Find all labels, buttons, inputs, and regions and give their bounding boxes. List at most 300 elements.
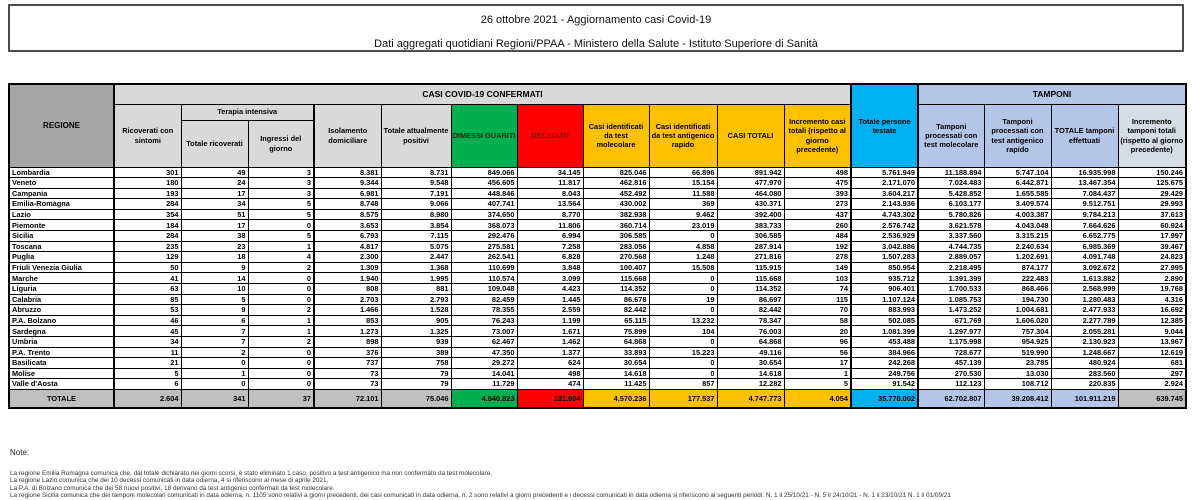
value-cell: 11.729 [451, 379, 517, 390]
value-cell: 462.816 [583, 178, 649, 189]
value-cell: 24 [181, 178, 248, 189]
value-cell: 464.080 [717, 188, 784, 199]
header-band-casi-confermati: CASI COVID-19 CONFERMATI [114, 84, 851, 104]
note-line: La regione Sicilia comunica che dei tamponi molecolari comunicati in data odierna, n. 1105 sono relativi a giorni precedenti, dei casi comunicati in data odierna, n. 2 sono relativi a giorni precedenti e i decessi comunicati in data odierna si riferiscono ai seguenti periodi: N. 1 il 25/10/21 - N. 5 il 24/10/21 - N. 1 il 23/10/21 N. 1 il 01/09/21 [10, 491, 951, 499]
value-cell: 16.692 [1118, 305, 1186, 316]
table-body [9, 167, 1186, 408]
value-cell: 103 [784, 273, 851, 284]
total-value-cell: 35.778.002 [851, 389, 918, 408]
value-cell: 849.066 [451, 167, 517, 178]
value-cell: 41 [114, 273, 181, 284]
note-line: La regione Emilia Romagna comunica che, dal totale dichiarato nei giorni scorsi, è stato eliminato 1 caso, positivo a test antigenico ma non confermato da test molecolare. [10, 470, 493, 477]
value-cell: 12.385 [1118, 315, 1186, 326]
value-cell: 474 [517, 379, 583, 390]
value-cell: 1 [784, 368, 851, 379]
value-cell: 2.240.634 [984, 241, 1051, 252]
value-cell: 17 [181, 188, 248, 199]
table-row [9, 231, 1186, 242]
value-cell: 0 [248, 220, 314, 231]
value-cell: 79 [381, 368, 451, 379]
value-cell: 86.678 [583, 294, 649, 305]
notes-lines [10, 470, 951, 499]
value-cell: 30.654 [717, 358, 784, 369]
region-name: Basilicata [9, 358, 114, 369]
value-cell: 270.568 [583, 252, 649, 263]
region-name: Piemonte [9, 220, 114, 231]
value-cell: 430.002 [583, 199, 649, 210]
value-cell: 4.858 [649, 241, 717, 252]
value-cell: 14.041 [451, 368, 517, 379]
value-cell: 0 [649, 305, 717, 316]
value-cell: 17.997 [1118, 231, 1186, 242]
header-totale-attualmente-positivi: Totale attualmente positivi [381, 104, 451, 167]
region-name: P.A. Trento [9, 347, 114, 358]
value-cell: 4.316 [1118, 294, 1186, 305]
value-cell: 5.761.949 [851, 167, 918, 178]
value-cell: 6.985.369 [1051, 241, 1118, 252]
total-value-cell: 101.911.219 [1051, 389, 1118, 408]
value-cell: 2.576.742 [851, 220, 918, 231]
value-cell: 82.442 [717, 305, 784, 316]
value-cell: 33.893 [583, 347, 649, 358]
region-name: Emilia-Romagna [9, 199, 114, 210]
value-cell: 15.154 [649, 178, 717, 189]
total-value-cell: 37 [248, 389, 314, 408]
value-cell: 193 [114, 188, 181, 199]
region-name: Lombardia [9, 167, 114, 178]
value-cell: 4.423 [517, 284, 583, 295]
value-cell: 475 [784, 178, 851, 189]
value-cell: 5.428.852 [918, 188, 984, 199]
report-title-line1: 26 ottobre 2021 - Aggiornamento casi Covid-19 [480, 14, 712, 26]
region-name: Molise [9, 368, 114, 379]
value-cell: 13.564 [517, 199, 583, 210]
value-cell: 8.980 [381, 209, 451, 220]
table-row [9, 262, 1186, 273]
value-cell: 2.055.281 [1051, 326, 1118, 337]
value-cell: 21 [114, 358, 181, 369]
value-cell: 8.748 [314, 199, 381, 210]
value-cell: 448.846 [451, 188, 517, 199]
value-cell: 2.536.929 [851, 231, 918, 242]
region-name: Umbria [9, 337, 114, 348]
header-deceduti: DECEDUTI [517, 104, 583, 167]
value-cell: 935.712 [851, 273, 918, 284]
value-cell: 671.769 [918, 315, 984, 326]
value-cell: 30.654 [583, 358, 649, 369]
value-cell: 3 [248, 188, 314, 199]
total-value-cell: 177.537 [649, 389, 717, 408]
value-cell: 5 [248, 199, 314, 210]
notes-section [10, 448, 951, 499]
value-cell: 7.115 [381, 231, 451, 242]
value-cell: 0 [248, 284, 314, 295]
value-cell: 1.445 [517, 294, 583, 305]
value-cell: 100.407 [583, 262, 649, 273]
value-cell: 1.248 [649, 252, 717, 263]
total-value-cell: 131.904 [517, 389, 583, 408]
value-cell: 34 [114, 337, 181, 348]
value-cell: 11 [114, 347, 181, 358]
value-cell: 194.730 [984, 294, 1051, 305]
value-cell: 65.115 [583, 315, 649, 326]
value-cell: 3.337.560 [918, 231, 984, 242]
value-cell: 6 [181, 315, 248, 326]
value-cell: 0 [181, 379, 248, 390]
value-cell: 2 [181, 347, 248, 358]
value-cell: 728.677 [918, 347, 984, 358]
value-cell: 2.143.936 [851, 199, 918, 210]
value-cell: 393 [784, 188, 851, 199]
value-cell: 1.940 [314, 273, 381, 284]
value-cell: 1.995 [381, 273, 451, 284]
value-cell: 1.528 [381, 305, 451, 316]
value-cell: 91.542 [851, 379, 918, 390]
value-cell: 11.188.894 [918, 167, 984, 178]
value-cell: 3.099 [517, 273, 583, 284]
value-cell: 2.171.070 [851, 178, 918, 189]
region-name: Abruzzo [9, 305, 114, 316]
value-cell: 1.368 [381, 262, 451, 273]
header-incremento-tamponi: Incremento tamponi totali (rispetto al giorno precedente) [1118, 104, 1186, 167]
value-cell: 9.462 [649, 209, 717, 220]
value-cell: 6.103.177 [918, 199, 984, 210]
value-cell: 1.175.998 [918, 337, 984, 348]
value-cell: 11.806 [517, 220, 583, 231]
value-cell: 10 [181, 284, 248, 295]
value-cell: 850.954 [851, 262, 918, 273]
value-cell: 853 [314, 315, 381, 326]
value-cell: 150.246 [1118, 167, 1186, 178]
region-name: P.A. Bolzano [9, 315, 114, 326]
value-cell: 519.990 [984, 347, 1051, 358]
value-cell: 6.828 [517, 252, 583, 263]
value-cell: 112.123 [918, 379, 984, 390]
value-cell: 8.770 [517, 209, 583, 220]
value-cell: 360.714 [583, 220, 649, 231]
value-cell: 7 [181, 326, 248, 337]
region-name: Lazio [9, 209, 114, 220]
value-cell: 369 [649, 199, 717, 210]
value-cell: 23 [181, 241, 248, 252]
value-cell: 4.744.735 [918, 241, 984, 252]
value-cell: 149 [784, 262, 851, 273]
value-cell: 0 [248, 294, 314, 305]
value-cell: 73 [314, 368, 381, 379]
value-cell: 49 [181, 167, 248, 178]
value-cell: 13.030 [984, 368, 1051, 379]
value-cell: 76.003 [717, 326, 784, 337]
header-tamponi-molecolare: Tamponi processati con test molecolare [918, 104, 984, 167]
total-value-cell: 4.570.236 [583, 389, 649, 408]
table-row [9, 326, 1186, 337]
value-cell: 262.541 [451, 252, 517, 263]
value-cell: 857 [649, 379, 717, 390]
value-cell: 129 [114, 252, 181, 263]
table-row [9, 188, 1186, 199]
table-row [9, 347, 1186, 358]
value-cell: 1.273 [314, 326, 381, 337]
table-row [9, 273, 1186, 284]
value-cell: 7 [181, 337, 248, 348]
value-cell: 3.604.217 [851, 188, 918, 199]
value-cell: 0 [649, 337, 717, 348]
value-cell: 1.199 [517, 315, 583, 326]
value-cell: 0 [248, 273, 314, 284]
value-cell: 1 [248, 315, 314, 326]
value-cell: 0 [649, 368, 717, 379]
value-cell: 757.304 [984, 326, 1051, 337]
value-cell: 0 [649, 273, 717, 284]
value-cell: 498 [517, 368, 583, 379]
value-cell: 6.652.775 [1051, 231, 1118, 242]
value-cell: 53 [114, 305, 181, 316]
value-cell: 2.568.999 [1051, 284, 1118, 295]
value-cell: 2 [248, 305, 314, 316]
value-cell: 376 [314, 347, 381, 358]
value-cell: 45 [114, 326, 181, 337]
value-cell: 5 [248, 209, 314, 220]
value-cell: 0 [248, 347, 314, 358]
value-cell: 2.559 [517, 305, 583, 316]
value-cell: 11.588 [649, 188, 717, 199]
value-cell: 5.075 [381, 241, 451, 252]
value-cell: 278 [784, 252, 851, 263]
value-cell: 34.145 [517, 167, 583, 178]
value-cell: 220.835 [1051, 379, 1118, 390]
value-cell: 96 [784, 337, 851, 348]
value-cell: 222.483 [984, 273, 1051, 284]
covid-data-table [8, 83, 1187, 409]
value-cell: 8.575 [314, 209, 381, 220]
value-cell: 115.668 [717, 273, 784, 284]
header-casi-test-antigenico: Casi identificati da test antigenico rapido [649, 104, 717, 167]
value-cell: 477.970 [717, 178, 784, 189]
value-cell: 5 [784, 379, 851, 390]
value-cell: 9.512.751 [1051, 199, 1118, 210]
value-cell: 624 [517, 358, 583, 369]
header-dimessi-guariti: DIMESSI GUARITI [451, 104, 517, 167]
value-cell: 24.823 [1118, 252, 1186, 263]
sub-band-header-row [9, 104, 1186, 120]
region-name: Calabria [9, 294, 114, 305]
value-cell: 498 [784, 167, 851, 178]
value-cell: 260 [784, 220, 851, 231]
value-cell: 2.277.789 [1051, 315, 1118, 326]
value-cell: 1.202.691 [984, 252, 1051, 263]
value-cell: 737 [314, 358, 381, 369]
header-casi-test-molecolare: Casi identificati da test molecolare [583, 104, 649, 167]
value-cell: 297 [1118, 368, 1186, 379]
value-cell: 1 [181, 368, 248, 379]
value-cell: 180 [114, 178, 181, 189]
value-cell: 270.530 [918, 368, 984, 379]
table-row [9, 368, 1186, 379]
value-cell: 115 [784, 294, 851, 305]
value-cell: 3.092.672 [1051, 262, 1118, 273]
value-cell: 75.899 [583, 326, 649, 337]
region-name: Friuli Venezia Giulia [9, 262, 114, 273]
value-cell: 17 [784, 358, 851, 369]
value-cell: 2 [248, 337, 314, 348]
value-cell: 15.223 [649, 347, 717, 358]
value-cell: 16.935.998 [1051, 167, 1118, 178]
value-cell: 29.272 [451, 358, 517, 369]
value-cell: 1.462 [517, 337, 583, 348]
note-line: La P.A. di Bolzano comunica che dei 58 nuovi positivi, 18 derivano da test antigenici confermati da test molecolare. [10, 484, 335, 492]
total-value-cell: 639.745 [1118, 389, 1186, 408]
total-value-cell: 4.540.823 [451, 389, 517, 408]
value-cell: 34 [181, 199, 248, 210]
value-cell: 1.081.399 [851, 326, 918, 337]
table-row [9, 358, 1186, 369]
value-cell: 2.890 [1118, 273, 1186, 284]
value-cell: 9.344 [314, 178, 381, 189]
value-cell: 954.925 [984, 337, 1051, 348]
value-cell: 939 [381, 337, 451, 348]
total-value-cell: 4.054 [784, 389, 851, 408]
value-cell: 374.650 [451, 209, 517, 220]
value-cell: 891.942 [717, 167, 784, 178]
value-cell: 78.347 [717, 315, 784, 326]
total-label: TOTALE [9, 389, 114, 408]
value-cell: 283.056 [583, 241, 649, 252]
value-cell: 3.621.578 [918, 220, 984, 231]
value-cell: 1.085.753 [918, 294, 984, 305]
header-totale-ricoverati: Totale ricoverati [181, 120, 248, 167]
table-row [9, 337, 1186, 348]
value-cell: 6 [114, 379, 181, 390]
value-cell: 437 [784, 209, 851, 220]
region-name: Liguria [9, 284, 114, 295]
value-cell: 301 [114, 167, 181, 178]
value-cell: 284 [114, 231, 181, 242]
value-cell: 17 [181, 220, 248, 231]
header-isolamento-domiciliare: Isolamento domiciliare [314, 104, 381, 167]
value-cell: 23.785 [984, 358, 1051, 369]
region-name: Puglia [9, 252, 114, 263]
value-cell: 456.605 [451, 178, 517, 189]
value-cell: 58 [784, 315, 851, 326]
value-cell: 3.653 [314, 220, 381, 231]
value-cell: 292.476 [451, 231, 517, 242]
value-cell: 1.297.977 [918, 326, 984, 337]
value-cell: 389 [381, 347, 451, 358]
value-cell: 125.675 [1118, 178, 1186, 189]
value-cell: 8.731 [381, 167, 451, 178]
value-cell: 0 [649, 358, 717, 369]
value-cell: 354 [114, 209, 181, 220]
header-regione: REGIONE [9, 84, 114, 167]
value-cell: 480.924 [1051, 358, 1118, 369]
table-row [9, 241, 1186, 252]
value-cell: 23.019 [649, 220, 717, 231]
value-cell: 1.325 [381, 326, 451, 337]
value-cell: 6.793 [314, 231, 381, 242]
value-cell: 7.258 [517, 241, 583, 252]
value-cell: 62.467 [451, 337, 517, 348]
value-cell: 12.282 [717, 379, 784, 390]
value-cell: 407.741 [451, 199, 517, 210]
value-cell: 12.619 [1118, 347, 1186, 358]
report-title-box [8, 4, 1184, 52]
value-cell: 1.507.283 [851, 252, 918, 263]
value-cell: 368.073 [451, 220, 517, 231]
value-cell: 306.585 [717, 231, 784, 242]
value-cell: 0 [649, 231, 717, 242]
value-cell: 1.613.882 [1051, 273, 1118, 284]
header-incremento-casi: Incremento casi totali (rispetto al giorno precedente) [784, 104, 851, 167]
value-cell: 73 [314, 379, 381, 390]
value-cell: 20 [784, 326, 851, 337]
value-cell: 1 [248, 326, 314, 337]
value-cell: 453.488 [851, 337, 918, 348]
value-cell: 70 [784, 305, 851, 316]
value-cell: 1.280.483 [1051, 294, 1118, 305]
report-title-line2: Dati aggregati quotidiani Regioni/PPAA - Ministero della Salute - Istituto Superiore di Sanità [374, 38, 818, 50]
value-cell: 2.703 [314, 294, 381, 305]
header-ricoverati-con-sintomi: Ricoverati con sintomi [114, 104, 181, 167]
value-cell: 383.733 [717, 220, 784, 231]
notes-heading: Note: [10, 448, 30, 457]
value-cell: 5.747.104 [984, 167, 1051, 178]
value-cell: 249.756 [851, 368, 918, 379]
value-cell: 2.793 [381, 294, 451, 305]
value-cell: 1.248.667 [1051, 347, 1118, 358]
value-cell: 73.007 [451, 326, 517, 337]
value-cell: 115.668 [583, 273, 649, 284]
value-cell: 502.085 [851, 315, 918, 326]
value-cell: 382.938 [583, 209, 649, 220]
total-row [9, 389, 1186, 408]
value-cell: 7.191 [381, 188, 451, 199]
value-cell: 905 [381, 315, 451, 326]
value-cell: 37.613 [1118, 209, 1186, 220]
total-value-cell: 2.604 [114, 389, 181, 408]
value-cell: 115.915 [717, 262, 784, 273]
value-cell: 2.300 [314, 252, 381, 263]
value-cell: 271.816 [717, 252, 784, 263]
value-cell: 13.232 [649, 315, 717, 326]
value-cell: 3.854 [381, 220, 451, 231]
header-casi-totali: CASI TOTALI [717, 104, 784, 167]
value-cell: 1.466 [314, 305, 381, 316]
value-cell: 3.409.574 [984, 199, 1051, 210]
value-cell: 2 [248, 262, 314, 273]
region-name: Campania [9, 188, 114, 199]
table-row [9, 220, 1186, 231]
value-cell: 4.743.302 [851, 209, 918, 220]
value-cell: 6.981 [314, 188, 381, 199]
header-ingressi-del-giorno: Ingressi del giorno [248, 120, 314, 167]
value-cell: 5 [181, 294, 248, 305]
table-row [9, 167, 1186, 178]
value-cell: 108.712 [984, 379, 1051, 390]
value-cell: 3.315.215 [984, 231, 1051, 242]
table-row [9, 315, 1186, 326]
value-cell: 114.352 [717, 284, 784, 295]
value-cell: 3.848 [517, 262, 583, 273]
value-cell: 18 [181, 252, 248, 263]
value-cell: 825.046 [583, 167, 649, 178]
value-cell: 287.914 [717, 241, 784, 252]
value-cell: 6.994 [517, 231, 583, 242]
value-cell: 14 [181, 273, 248, 284]
value-cell: 2.477.933 [1051, 305, 1118, 316]
value-cell: 13.967 [1118, 337, 1186, 348]
value-cell: 29.429 [1118, 188, 1186, 199]
value-cell: 1.700.533 [918, 284, 984, 295]
